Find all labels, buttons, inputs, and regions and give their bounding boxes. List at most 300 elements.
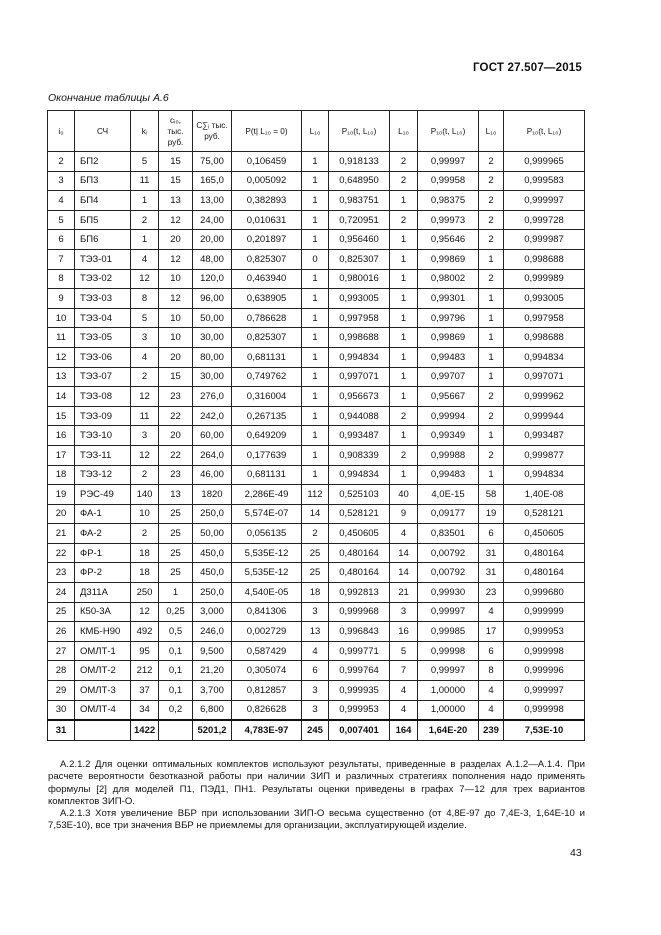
- table-cell: 25: [48, 602, 75, 622]
- table-cell: 50,00: [193, 308, 232, 328]
- table-cell: 4: [131, 249, 159, 269]
- table-cell: 18: [131, 563, 159, 583]
- table-cell: 0,09177: [418, 504, 479, 524]
- table-row: [48, 328, 585, 348]
- table-cell: 25: [159, 563, 193, 583]
- table-cell: 1: [302, 171, 329, 191]
- body-text: [48, 759, 585, 833]
- table-cell: 0,997958: [504, 308, 585, 328]
- table-cell: 3: [302, 700, 329, 720]
- table-cell: 0,998688: [504, 249, 585, 269]
- table-cell: 0,99998: [418, 641, 479, 661]
- table-cell: 0,99869: [418, 328, 479, 348]
- table-cell: 1: [302, 367, 329, 387]
- table-cell: 2: [479, 445, 504, 465]
- table-cell: 0,99958: [418, 171, 479, 191]
- table-cell: 4: [479, 602, 504, 622]
- table-cell: 23: [479, 583, 504, 603]
- table-header-row: [48, 111, 585, 152]
- column-header: i₀: [48, 111, 75, 152]
- table-row: [48, 700, 585, 720]
- total-cell: 5201,2: [193, 720, 232, 740]
- table-cell: 0,993005: [504, 289, 585, 309]
- table-cell: 1: [302, 191, 329, 211]
- table-row: [48, 524, 585, 544]
- table-cell: 22: [159, 445, 193, 465]
- table-cell: 46,00: [193, 465, 232, 485]
- table-cell: 0,005092: [232, 171, 302, 191]
- table-cell: 0,999583: [504, 171, 585, 191]
- table-cell: 0,480164: [329, 563, 390, 583]
- table-cell: 0,825307: [232, 328, 302, 348]
- table-cell: 0,980016: [329, 269, 390, 289]
- table-cell: ОМЛТ-1: [75, 641, 131, 661]
- table-cell: 0,681131: [232, 465, 302, 485]
- table-cell: 5: [131, 152, 159, 172]
- table-cell: 0,2: [159, 700, 193, 720]
- table-cell: 0,993487: [504, 426, 585, 446]
- table-cell: 0,177639: [232, 445, 302, 465]
- total-cell: 0,007401: [329, 720, 390, 740]
- table-cell: 1: [390, 367, 418, 387]
- column-header: P₁₀(t, L₁₀): [418, 111, 479, 152]
- table-cell: 0,999998: [504, 641, 585, 661]
- table-cell: 0,5: [159, 622, 193, 642]
- table-cell: 0,944088: [329, 406, 390, 426]
- table-cell: 96,00: [193, 289, 232, 309]
- table-cell: БП6: [75, 230, 131, 250]
- table-cell: 0,994834: [504, 465, 585, 485]
- table-cell: 2: [390, 152, 418, 172]
- table-caption: Окончание таблицы А.6: [48, 92, 169, 104]
- table-cell: ТЭЗ-01: [75, 249, 131, 269]
- table-cell: 0,999680: [504, 583, 585, 603]
- table-cell: 0,99707: [418, 367, 479, 387]
- total-cell: 31: [48, 720, 75, 740]
- table-cell: ФР-2: [75, 563, 131, 583]
- table-cell: 0,908339: [329, 445, 390, 465]
- table-cell: 37: [131, 681, 159, 701]
- table-row: [48, 367, 585, 387]
- table-cell: 0,681131: [232, 347, 302, 367]
- total-cell: 245: [302, 720, 329, 740]
- table-cell: 0,450605: [329, 524, 390, 544]
- table-cell: 0,450605: [504, 524, 585, 544]
- table-cell: 19: [479, 504, 504, 524]
- table-cell: 12: [48, 347, 75, 367]
- table-cell: 0,1: [159, 681, 193, 701]
- table-cell: 0,106459: [232, 152, 302, 172]
- table-cell: 120,0: [193, 269, 232, 289]
- table-cell: 0,994834: [329, 465, 390, 485]
- table-cell: 246,0: [193, 622, 232, 642]
- table-row: [48, 485, 585, 505]
- table-cell: 15: [159, 152, 193, 172]
- table-cell: 25: [159, 504, 193, 524]
- table-cell: 4: [48, 191, 75, 211]
- column-header: P₁₀(t, L₁₀): [329, 111, 390, 152]
- table-cell: 40: [390, 485, 418, 505]
- table-cell: 450,0: [193, 563, 232, 583]
- table-row: [48, 426, 585, 446]
- table-cell: 6: [48, 230, 75, 250]
- table-cell: 27: [48, 641, 75, 661]
- table-cell: 0,997071: [329, 367, 390, 387]
- table-cell: 2: [479, 191, 504, 211]
- table-cell: 0,99796: [418, 308, 479, 328]
- total-cell: 164: [390, 720, 418, 740]
- table-cell: 0,956460: [329, 230, 390, 250]
- table-cell: 0,525103: [329, 485, 390, 505]
- table-cell: 5: [48, 210, 75, 230]
- table-cell: 0,99988: [418, 445, 479, 465]
- table-cell: 0,528121: [504, 504, 585, 524]
- table-cell: 18: [48, 465, 75, 485]
- table-cell: 5,535E-12: [232, 543, 302, 563]
- table-cell: 15: [48, 406, 75, 426]
- column-header: P₁₀(t, L₁₀): [504, 111, 585, 152]
- table-cell: 0,918133: [329, 152, 390, 172]
- table-cell: 20,00: [193, 230, 232, 250]
- table-cell: 2: [390, 445, 418, 465]
- table-cell: Д311А: [75, 583, 131, 603]
- table-row: [48, 308, 585, 328]
- table-cell: ТЭЗ-07: [75, 367, 131, 387]
- page-number: 43: [570, 847, 582, 859]
- table-cell: 9,500: [193, 641, 232, 661]
- table-cell: 1: [479, 289, 504, 309]
- table-row: [48, 249, 585, 269]
- table-cell: 1: [479, 328, 504, 348]
- table-cell: 0,010631: [232, 210, 302, 230]
- table-cell: 5,574E-07: [232, 504, 302, 524]
- table-cell: 25: [159, 543, 193, 563]
- table-cell: РЭС-49: [75, 485, 131, 505]
- table-cell: 1: [302, 347, 329, 367]
- table-cell: 1: [302, 387, 329, 407]
- table-cell: ОМЛТ-3: [75, 681, 131, 701]
- table-cell: 1: [390, 289, 418, 309]
- standard-header: ГОСТ 27.507—2015: [472, 62, 582, 74]
- table-cell: 2: [479, 171, 504, 191]
- data-table: [47, 110, 585, 741]
- table-cell: 0,999953: [329, 700, 390, 720]
- table-cell: 0,99997: [418, 152, 479, 172]
- table-cell: 0,999728: [504, 210, 585, 230]
- table-cell: 1: [302, 445, 329, 465]
- table-row: [48, 406, 585, 426]
- table-cell: 10: [131, 504, 159, 524]
- table-row: [48, 210, 585, 230]
- table-cell: 17: [479, 622, 504, 642]
- table-cell: 1: [131, 191, 159, 211]
- table-cell: 0,999771: [329, 641, 390, 661]
- table-cell: 1: [302, 426, 329, 446]
- table-cell: 12: [159, 289, 193, 309]
- table-cell: 4: [390, 700, 418, 720]
- table-cell: 0,999944: [504, 406, 585, 426]
- table-cell: 0,649209: [232, 426, 302, 446]
- table-cell: 0,99930: [418, 583, 479, 603]
- table-cell: 1,00000: [418, 681, 479, 701]
- table-cell: 19: [48, 485, 75, 505]
- table-cell: 0,480164: [504, 563, 585, 583]
- column-header: L₁₀: [479, 111, 504, 152]
- table-cell: 3: [302, 602, 329, 622]
- table-cell: 16: [48, 426, 75, 446]
- table-cell: 7: [390, 661, 418, 681]
- table-cell: 3,700: [193, 681, 232, 701]
- table-cell: 1: [302, 406, 329, 426]
- table-row: [48, 504, 585, 524]
- table-cell: 242,0: [193, 406, 232, 426]
- table-cell: 0,99301: [418, 289, 479, 309]
- table-cell: 13: [302, 622, 329, 642]
- table-cell: 0,999989: [504, 269, 585, 289]
- table-cell: 2: [390, 171, 418, 191]
- table-cell: 0,825307: [329, 249, 390, 269]
- table-cell: 0,00792: [418, 563, 479, 583]
- table-cell: 20: [159, 426, 193, 446]
- table-cell: 0,99994: [418, 406, 479, 426]
- table-cell: КМБ-Н90: [75, 622, 131, 642]
- table-cell: 34: [131, 700, 159, 720]
- table-cell: 20: [48, 504, 75, 524]
- table-cell: 12: [159, 210, 193, 230]
- table-cell: 1: [479, 347, 504, 367]
- total-cell: [159, 720, 193, 740]
- table-cell: 0,999877: [504, 445, 585, 465]
- table-cell: ТЭЗ-03: [75, 289, 131, 309]
- table-cell: 492: [131, 622, 159, 642]
- table-cell: ТЭЗ-02: [75, 269, 131, 289]
- table-cell: 0,201897: [232, 230, 302, 250]
- table-cell: 8: [48, 269, 75, 289]
- table-cell: 2: [479, 152, 504, 172]
- table-cell: 10: [159, 308, 193, 328]
- table-total-row: [48, 720, 585, 740]
- table-cell: 6,800: [193, 700, 232, 720]
- table-row: [48, 543, 585, 563]
- table-cell: 264,0: [193, 445, 232, 465]
- table-cell: 0,056135: [232, 524, 302, 544]
- table-cell: 4: [479, 681, 504, 701]
- table-cell: 276,0: [193, 387, 232, 407]
- table-cell: 12: [159, 249, 193, 269]
- table-cell: 0,99973: [418, 210, 479, 230]
- table-cell: 1: [302, 289, 329, 309]
- table-cell: 25: [302, 543, 329, 563]
- table-body: [48, 152, 585, 741]
- table-cell: 1: [390, 308, 418, 328]
- table-row: [48, 602, 585, 622]
- total-cell: 239: [479, 720, 504, 740]
- table-cell: 23: [159, 387, 193, 407]
- table-cell: 1: [302, 210, 329, 230]
- paragraph: А.2.1.2 Для оценки оптимальных комплектов используют результаты, приведенные в разделах А.1.2—А.1.4. При расчете вероятности безотказной работы при наличии ЗИП и различных стратегиях пополнения надо применять формулы [2] для моделей П1, ПЭД1, ПН1. Результаты оценки приведены в графах 7—12 для трех вариантов комплектов ЗИП-О.: [48, 759, 585, 807]
- table-cell: 14: [302, 504, 329, 524]
- table-cell: 4: [302, 641, 329, 661]
- table-cell: ФА-2: [75, 524, 131, 544]
- table-row: [48, 622, 585, 642]
- table-cell: 2,286E-49: [232, 485, 302, 505]
- table-cell: 30,00: [193, 328, 232, 348]
- table-cell: ТЭЗ-04: [75, 308, 131, 328]
- table-cell: 10: [48, 308, 75, 328]
- table-cell: 0,25: [159, 602, 193, 622]
- table-cell: 13,00: [193, 191, 232, 211]
- table-cell: 1: [479, 308, 504, 328]
- table-cell: 1: [302, 308, 329, 328]
- table-cell: 0,999997: [504, 191, 585, 211]
- table-row: [48, 387, 585, 407]
- table-cell: 30: [48, 700, 75, 720]
- table-cell: 1: [390, 426, 418, 446]
- table-cell: 0,998688: [504, 328, 585, 348]
- table-cell: 22: [159, 406, 193, 426]
- table-cell: 1: [390, 465, 418, 485]
- table-cell: 0,998688: [329, 328, 390, 348]
- table-cell: 1: [479, 367, 504, 387]
- table-cell: БП5: [75, 210, 131, 230]
- table-cell: 0,997071: [504, 367, 585, 387]
- total-cell: 1422: [131, 720, 159, 740]
- table-cell: 2: [479, 269, 504, 289]
- table-cell: 1,40E-08: [504, 485, 585, 505]
- table-cell: ТЭЗ-05: [75, 328, 131, 348]
- table-cell: 5: [390, 641, 418, 661]
- table-cell: 0,587429: [232, 641, 302, 661]
- table-cell: 20: [159, 230, 193, 250]
- table-cell: 0,1: [159, 641, 193, 661]
- table-cell: 0,812857: [232, 681, 302, 701]
- table-cell: 5: [131, 308, 159, 328]
- table-cell: 0,638905: [232, 289, 302, 309]
- paragraph: А.2.1.3 Хотя увеличение ВБР при использовании ЗИП-О весьма существенно (от 4,8E-97 до 7,4E-3, 1,64E-10 и 7,53E-10), все три значения ВБР не приемлемы для организации, эксплуатирующей изделие.: [48, 808, 585, 832]
- table-cell: 12: [131, 387, 159, 407]
- table-cell: 1: [159, 583, 193, 603]
- table-cell: ТЭЗ-11: [75, 445, 131, 465]
- table-cell: 0,1: [159, 661, 193, 681]
- table-cell: 0,95667: [418, 387, 479, 407]
- table-cell: 1: [302, 269, 329, 289]
- table-cell: 24: [48, 583, 75, 603]
- table-cell: 25: [302, 563, 329, 583]
- table-row: [48, 152, 585, 172]
- table-cell: 250,0: [193, 583, 232, 603]
- table-row: [48, 347, 585, 367]
- table-cell: 16: [390, 622, 418, 642]
- table-cell: 0,993487: [329, 426, 390, 446]
- table-row: [48, 289, 585, 309]
- column-header: L₁₀: [302, 111, 329, 152]
- table-cell: 0,999965: [504, 152, 585, 172]
- table-cell: 0,99997: [418, 602, 479, 622]
- table-cell: 29: [48, 681, 75, 701]
- table-cell: 3: [131, 426, 159, 446]
- table-cell: 1: [390, 387, 418, 407]
- table-cell: 13: [159, 485, 193, 505]
- table-cell: 0,00792: [418, 543, 479, 563]
- table-cell: 22: [48, 543, 75, 563]
- column-header: L₁₀: [390, 111, 418, 152]
- table-cell: 75,00: [193, 152, 232, 172]
- table-row: [48, 583, 585, 603]
- table-cell: 165,0: [193, 171, 232, 191]
- table-cell: 11: [48, 328, 75, 348]
- table-cell: 1: [131, 230, 159, 250]
- table-cell: 1: [390, 230, 418, 250]
- table-cell: 13: [159, 191, 193, 211]
- table-cell: 58: [479, 485, 504, 505]
- table-cell: 11: [131, 406, 159, 426]
- table-cell: 0,463940: [232, 269, 302, 289]
- table-cell: 0,99985: [418, 622, 479, 642]
- table-cell: 1: [390, 347, 418, 367]
- table-cell: 2: [390, 210, 418, 230]
- table-cell: 1: [390, 191, 418, 211]
- table-row: [48, 191, 585, 211]
- table-cell: 0,999935: [329, 681, 390, 701]
- table-cell: 4: [479, 700, 504, 720]
- table-cell: 0,480164: [504, 543, 585, 563]
- table-cell: 14: [48, 387, 75, 407]
- table-cell: 0,002729: [232, 622, 302, 642]
- table-cell: 15: [159, 171, 193, 191]
- table-row: [48, 563, 585, 583]
- table-cell: 14: [390, 563, 418, 583]
- table-cell: ФР-1: [75, 543, 131, 563]
- table-cell: 23: [159, 465, 193, 485]
- table-cell: 0,95646: [418, 230, 479, 250]
- table-cell: БП2: [75, 152, 131, 172]
- table-cell: 4: [131, 347, 159, 367]
- table-cell: 0,99869: [418, 249, 479, 269]
- total-cell: 1,64E-20: [418, 720, 479, 740]
- table-cell: 14: [390, 543, 418, 563]
- table-cell: 7: [48, 249, 75, 269]
- table-cell: 8: [479, 661, 504, 681]
- table-cell: 60,00: [193, 426, 232, 446]
- table-cell: 0,528121: [329, 504, 390, 524]
- table-cell: 6: [302, 661, 329, 681]
- table-cell: 0,749762: [232, 367, 302, 387]
- table-cell: 28: [48, 661, 75, 681]
- table-cell: 0,999999: [504, 602, 585, 622]
- table-cell: 0,480164: [329, 543, 390, 563]
- table-cell: 0,999953: [504, 622, 585, 642]
- table-cell: 0,841306: [232, 602, 302, 622]
- table-cell: 0,786628: [232, 308, 302, 328]
- table-cell: 2: [479, 406, 504, 426]
- table-cell: 20: [159, 347, 193, 367]
- table-cell: 3,000: [193, 602, 232, 622]
- table-cell: 212: [131, 661, 159, 681]
- table-cell: 10: [159, 328, 193, 348]
- table-cell: 250: [131, 583, 159, 603]
- table-cell: 4,0E-15: [418, 485, 479, 505]
- table-cell: 1: [302, 465, 329, 485]
- table-cell: 0,999996: [504, 661, 585, 681]
- table-cell: 1820: [193, 485, 232, 505]
- table-cell: 31: [479, 543, 504, 563]
- table-cell: 30,00: [193, 367, 232, 387]
- table-cell: 0,994834: [504, 347, 585, 367]
- table-cell: 21: [48, 524, 75, 544]
- table-cell: 1: [390, 269, 418, 289]
- table-cell: 0,999962: [504, 387, 585, 407]
- column-header: kᵢ: [131, 111, 159, 152]
